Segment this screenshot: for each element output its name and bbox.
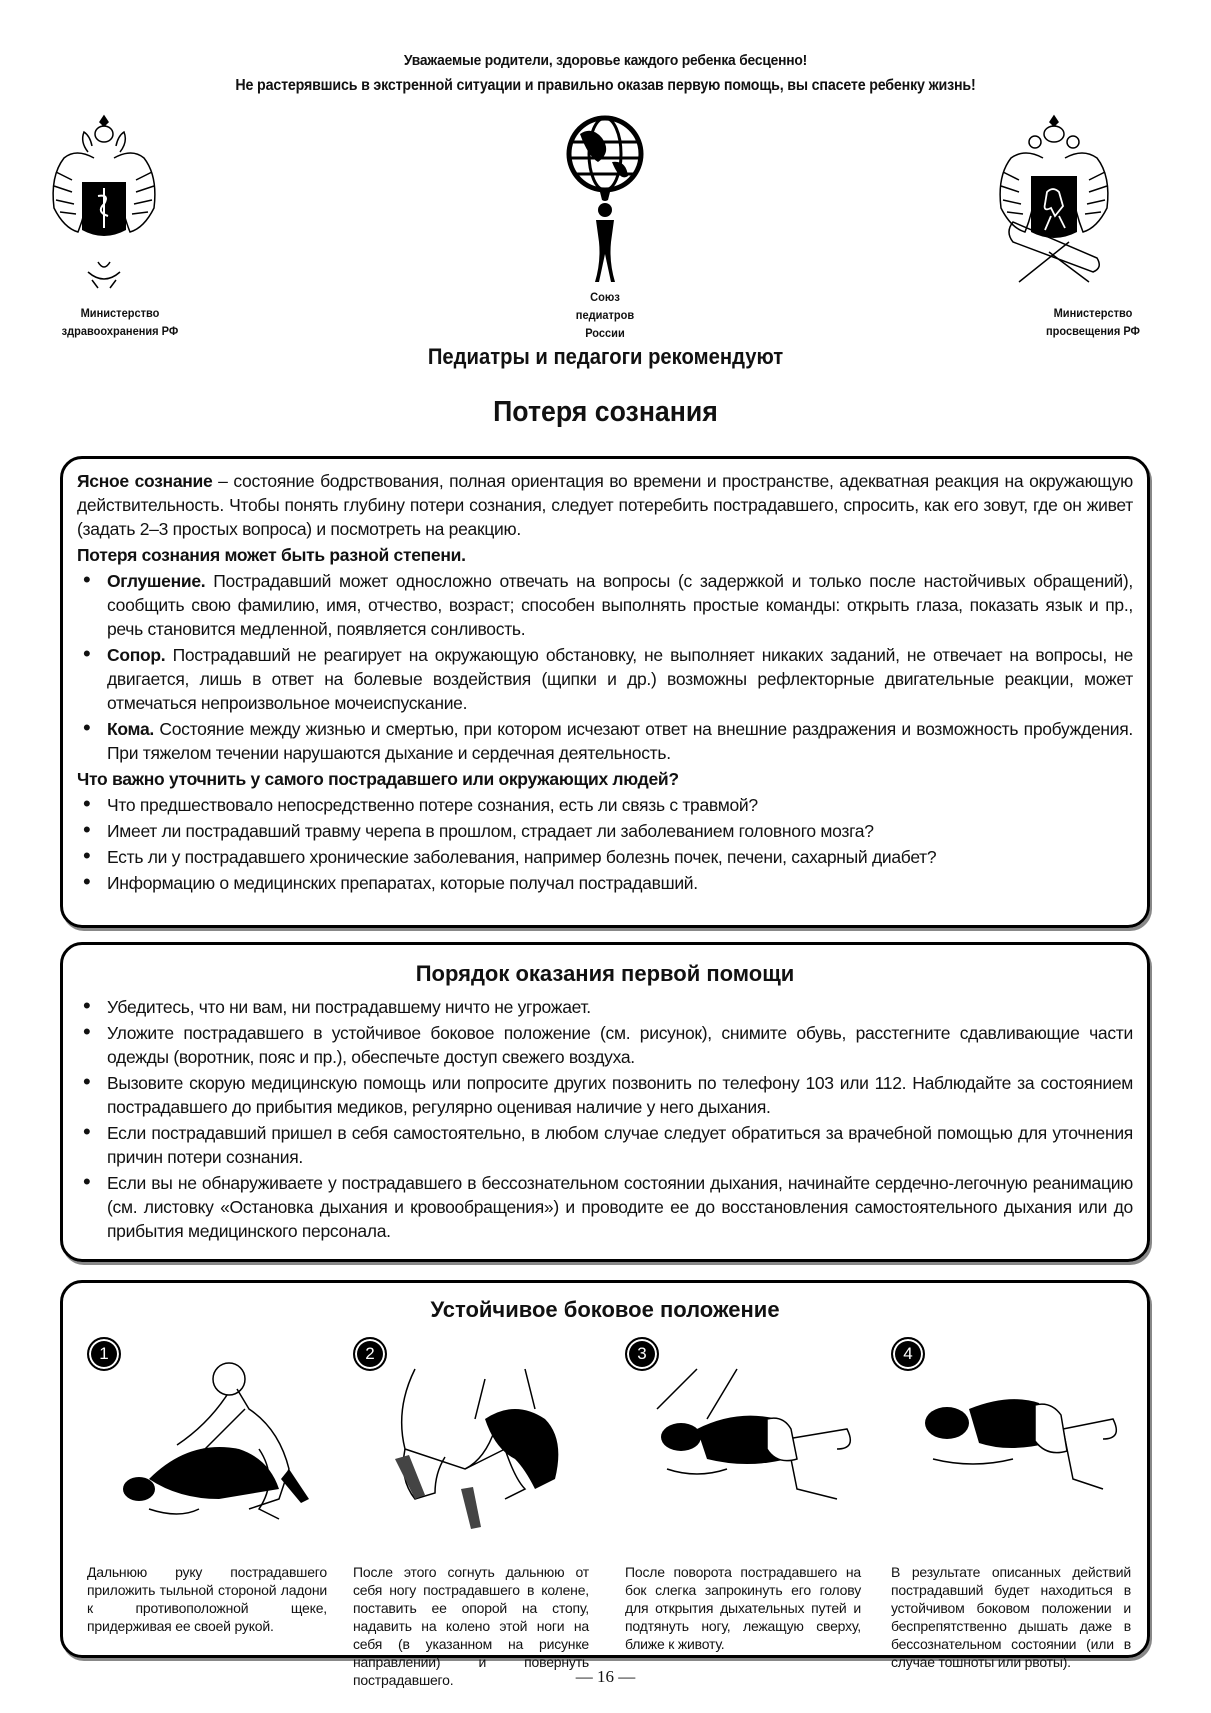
org-pediatricians-line2: педиатров (575, 308, 635, 322)
org-pediatricians-union (513, 288, 697, 342)
page-title: Потеря сознания (493, 396, 718, 428)
first-aid-procedure-box (60, 942, 1150, 1262)
step-caption: Дальнюю руку пострадавшего приложить тыльной стороной ладони к противоположной щеке, придерживая ее своей рукой. (87, 1564, 327, 1634)
intro-paragraph (77, 469, 1133, 541)
rescuer-placing-hand-illustration-icon (109, 1349, 329, 1539)
question-item: • Имеет ли пострадавший травму черепа в прошлом, страдает ли заболеванием головного мозга? (77, 819, 1133, 843)
rolling-victim-illustration-icon (375, 1349, 595, 1539)
intro-text: – состояние бодрствования, полная ориентация во времени и пространстве, адекватная реакция на окружающую действительность. Чтобы понять глубину потери сознания, следует потеребить пострадавшего, спросить, как его зовут, где он живет (задать 2–3 простых вопроса) и посмотреть на реакцию. (77, 471, 1133, 539)
org-ministry-education-line1: Министерство (1053, 306, 1133, 320)
pediatricians-union-logo-icon (560, 112, 650, 284)
step-number-badge: 2 (353, 1337, 387, 1371)
step-number-badge: 1 (87, 1337, 121, 1371)
degree-term: Оглушение. (107, 571, 206, 591)
header-line-2: Не растерявшись в экстренной ситуации и правильно оказав первую помощь, вы спасете ребенку жизнь! (235, 77, 976, 94)
first-aid-item: • Убедитесь, что ни вам, ни пострадавшему ничто не угрожает. (77, 995, 1133, 1019)
intro-term: Ясное сознание (77, 471, 213, 491)
org-ministry-education-line2: просвещения РФ (1045, 324, 1140, 338)
tilting-head-illustration-icon (647, 1349, 867, 1539)
degree-text: Пострадавший может односложно отвечать на вопросы (с задержкой и только после настойчивых обращений), сообщить свою фамилию, имя, отчество, возраст; способен выполнять простые команды: открыть глаза, показать язык и пр., речь становится медленной, появляется сонливость. (107, 571, 1133, 639)
org-pediatricians-line1: Союз (590, 290, 620, 304)
header-line-1: Уважаемые родители, здоровье каждого ребенка бесценно! (403, 52, 808, 69)
question-item: • Есть ли у пострадавшего хронические заболевания, например болезнь почек, печени, сахарный диабет? (77, 845, 1133, 869)
question-item: • Информацию о медицинских препаратах, которые получал пострадавший. (77, 871, 1133, 895)
org-ministry-health-line2: здравоохранения РФ (61, 324, 179, 338)
org-ministry-health (28, 304, 212, 340)
degree-item (77, 569, 1133, 641)
first-aid-item: • Если вы не обнаруживаете у пострадавшего в бессознательном состоянии дыхания, начинайте сердечно-легочную реанимацию (см. листовку «Остановка дыхания и кровообращения») и проводите ее до восстановления самостоятельного дыхания или до прибытия медицинского персонала. (77, 1171, 1133, 1243)
ministry-health-emblem-icon (48, 112, 160, 292)
consciousness-info-box (60, 456, 1150, 928)
step-caption: В результате описанных действий пострадавший будет находиться в устойчивом боковом положении и беспрепятственно дышать даже в бессознательном состоянии (или в случае тошноты или рвоты). (891, 1564, 1131, 1670)
degree-item (77, 643, 1133, 715)
recovery-position-illustration-icon (913, 1349, 1133, 1539)
questions-heading: Что важно уточнить у самого пострадавшего или окружающих людей? (77, 769, 679, 789)
questions-list (77, 793, 1133, 895)
degrees-heading: Потеря сознания может быть разной степени. (77, 545, 466, 565)
page-subtitle: Педиатры и педагоги рекомендуют (427, 344, 784, 369)
first-aid-item: • Вызовите скорую медицинскую помощь или попросите других позвонить по телефону 103 или 112. Наблюдайте за состоянием пострадавшего до прибытия медиков, регулярно оценивая наличие у него дыхания. (77, 1071, 1133, 1119)
org-pediatricians-line3: России (585, 326, 625, 340)
ministry-education-emblem-icon (993, 112, 1115, 292)
step-number-badge: 4 (891, 1337, 925, 1371)
degree-term: Кома. (107, 719, 154, 739)
first-aid-item: • Уложите пострадавшего в устойчивое боковое положение (см. рисунок), снимите обувь, расстегните сдавливающие части одежды (воротник, пояс и пр.), обеспечьте доступ свежего воздуха. (77, 1021, 1133, 1069)
step-caption: После поворота пострадавшего на бок слегка запрокинуть его голову для открытия дыхательных путей и подтянуть ногу, лежащую сверху, ближе к животу. (625, 1564, 861, 1652)
org-ministry-education (1001, 304, 1185, 340)
first-aid-item: • Если пострадавший пришел в себя самостоятельно, в любом случае следует обратиться за врачебной помощью для уточнения причин потери сознания. (77, 1121, 1133, 1169)
first-aid-heading: Порядок оказания первой помощи (415, 961, 795, 986)
first-aid-list (77, 995, 1133, 1243)
degree-item (77, 717, 1133, 765)
step-caption: После этого согнуть дальнюю от себя ногу пострадавшего в колене, поставить ее опорой на стопу, надавить на колено этой ноги на себя (в указанном на рисунке направлении) и повернуть пострадавшего. (353, 1564, 589, 1688)
step-number-badge: 3 (625, 1337, 659, 1371)
recovery-position-heading: Устойчивое боковое положение (430, 1297, 780, 1322)
degree-text: Состояние между жизнью и смертью, при котором исчезают ответ на внешние раздражения и возможность пробуждения. При тяжелом течении нарушаются дыхание и сердечная деятельность. (107, 719, 1133, 763)
degrees-list (77, 569, 1133, 765)
degree-text: Пострадавший не реагирует на окружающую обстановку, не выполняет никаких заданий, не отвечает на вопросы, не двигается, лишь в ответ на болевые воздействия (щипки и др.) возможны рефлекторные двигательные реакции, может отмечаться непроизвольное мочеиспускание. (107, 645, 1133, 713)
org-ministry-health-line1: Министерство (80, 306, 160, 320)
degree-term: Сопор. (107, 645, 166, 665)
question-item: • Что предшествовало непосредственно потере сознания, есть ли связь с травмой? (77, 793, 1133, 817)
page-number: — 16 — (575, 1667, 636, 1686)
